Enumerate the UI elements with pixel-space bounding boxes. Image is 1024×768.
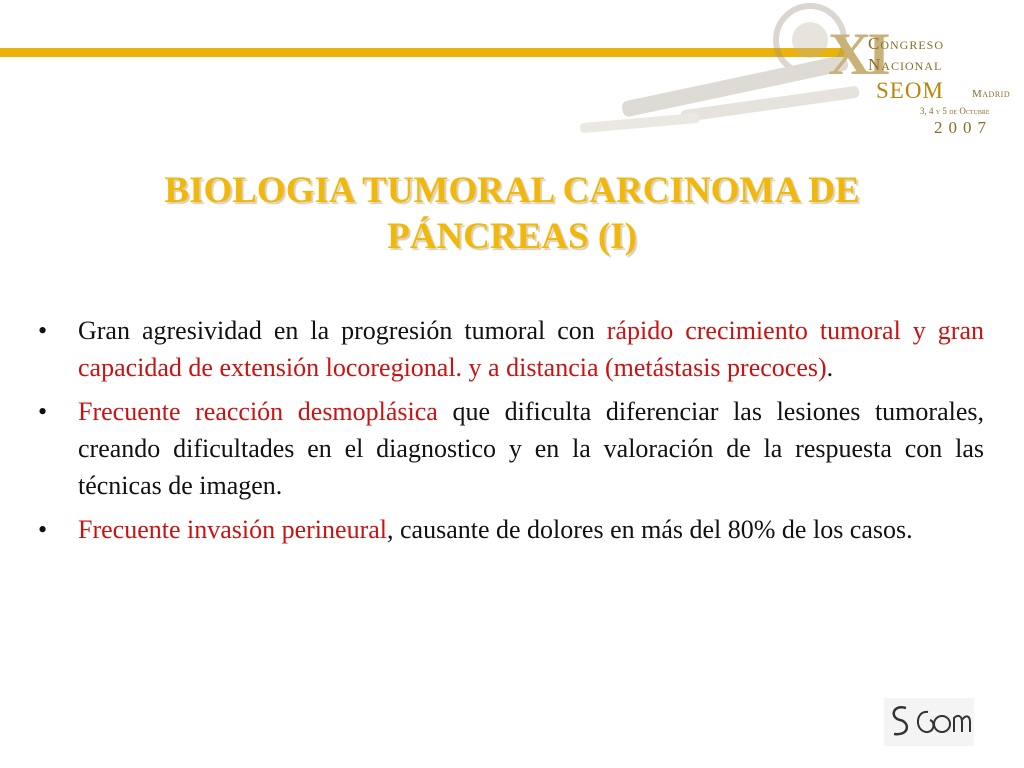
- bullet-highlight: Frecuente reacción desmoplásica: [78, 397, 438, 426]
- bullet-list: [38, 312, 984, 555]
- bullet-item: [38, 312, 984, 386]
- bullet-text: Gran agresividad en la progresión tumoral con: [78, 316, 607, 345]
- slide-title: [60, 168, 964, 260]
- bullet-text: , causante de dolores en más del 80% de los casos.: [387, 515, 913, 544]
- congress-dates: 3, 4 y 5 de Octubre: [920, 106, 990, 116]
- bullet-dot-icon: •: [38, 316, 48, 345]
- bullet-dot-icon: •: [38, 397, 48, 426]
- bullet-dot-icon: •: [38, 515, 48, 544]
- congress-city: Madrid: [972, 88, 1011, 100]
- congress-year: 2007: [934, 118, 992, 137]
- bullet-item: [38, 511, 984, 548]
- bullet-highlight: Frecuente invasión perineural: [78, 515, 387, 544]
- bullet-text: que dificulta diferenciar las lesiones tumorales, creando dificultades en el diagnostico y en la valoración de la respuesta con las técnicas de imagen.: [78, 397, 984, 500]
- bullet-text: .: [826, 353, 834, 382]
- congress-numeral: XI: [828, 21, 887, 87]
- bullet-highlight: rápido crecimiento tumoral y gran capacidad de extensión locoregional. y a distancia (metástasis precoces): [78, 316, 985, 382]
- congress-line1: Congreso: [868, 34, 945, 53]
- seom-logo-icon: [884, 698, 974, 746]
- bullet-item: [38, 393, 984, 504]
- congress-badge: [820, 18, 1020, 148]
- congress-line2: Nacional: [868, 55, 943, 74]
- congress-seom: SEOM: [876, 78, 944, 103]
- slide-title-line1: BIOLOGIA TUMORAL CARCINOMA DE: [164, 170, 860, 211]
- slide-title-line2: PÁNCREAS (I): [387, 216, 637, 257]
